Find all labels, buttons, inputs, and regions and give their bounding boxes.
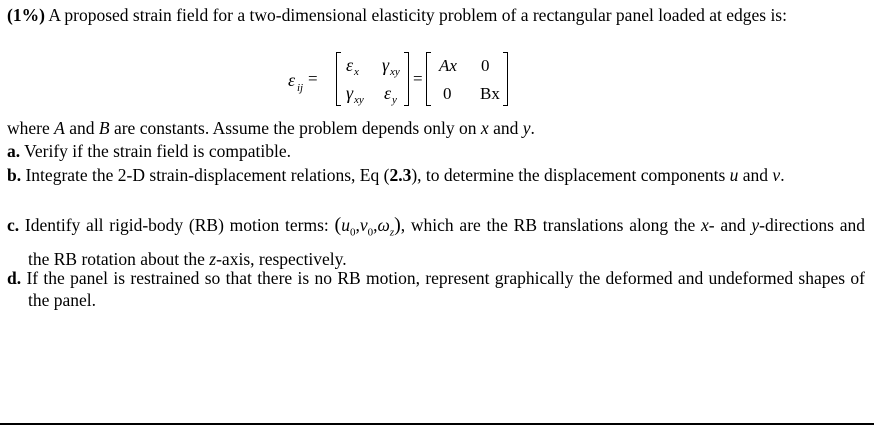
part-c-text-3: - and [708, 215, 752, 235]
constants-text-1: where [7, 118, 55, 138]
displacement-u: u [729, 165, 739, 185]
rb-term-u0-sub: 0 [349, 226, 356, 239]
part-d-text: If the panel is restrained so that there is no RB motion, represent graphically the deformed and undeformed shapes of the panel. [21, 268, 865, 310]
part-b-label: b. [7, 165, 22, 185]
equation-reference: 2.3 [389, 165, 412, 185]
part-c [7, 212, 865, 272]
rb-terms-close-paren: ) [394, 214, 401, 236]
rb-term-v0: v [359, 215, 368, 235]
rb-term-omega: ω [377, 215, 390, 235]
variable-y: y [522, 118, 531, 138]
matrix2-r2c2: Bx [480, 84, 500, 103]
part-c-text-4: -directions and the RB rotation about the [28, 215, 865, 269]
constant-b: B [98, 118, 110, 138]
matrix1-r1c2-sub: xy [390, 66, 400, 78]
matrix2-r1c2: 0 [481, 56, 490, 75]
problem-intro [7, 4, 865, 26]
part-a-label: a. [7, 141, 21, 161]
matrix1-r2c1-sub: xy [354, 94, 364, 106]
matrix1-r1c1: ε [346, 55, 354, 75]
constants-sentence [7, 117, 865, 139]
matrix1-right-bracket [404, 52, 409, 106]
matrix1-left-bracket [336, 52, 341, 106]
axis-z: z [209, 248, 217, 269]
rb-term-omega-sub: z [389, 226, 395, 239]
part-b [7, 164, 865, 186]
matrix2-r2c1: 0 [443, 84, 452, 103]
part-b-text-3: and [738, 165, 773, 185]
equals-sign-1: = [308, 69, 318, 88]
part-c-label: c. [7, 215, 20, 235]
part-d-label: d. [7, 268, 22, 288]
rb-term-v0-sub: 0 [367, 226, 374, 239]
strain-tensor-subscript: ij [297, 82, 304, 94]
part-c-text-2: , which are the RB translations along the [400, 215, 701, 235]
variable-x: x [480, 118, 489, 138]
rb-terms-open-paren: ( [334, 214, 342, 236]
rb-terms-comma-1: , [355, 215, 360, 235]
matrix1-r1c1-sub: x [354, 66, 359, 78]
matrix1-r1c2: γ [382, 55, 390, 75]
displacement-v: v [772, 165, 781, 185]
matrix1-r2c2: ε [384, 83, 392, 103]
part-b-text-2: ), to determine the displacement components [411, 165, 730, 185]
matrix2-r1c1: Ax [439, 56, 457, 75]
constants-text-2: and [64, 118, 99, 138]
matrix1-r2c2-sub: y [392, 94, 397, 106]
part-b-text-4: . [780, 165, 785, 185]
constants-text-4: and [488, 118, 523, 138]
constant-a: A [54, 118, 65, 138]
strain-tensor-symbol: ε [288, 70, 296, 90]
problem-intro-text: A proposed strain field for a two-dimensional elasticity problem of a rectangular panel loaded at edges is: [44, 5, 787, 25]
rb-term-u0: u [341, 215, 350, 235]
part-d [7, 267, 865, 311]
bottom-divider [0, 423, 874, 425]
part-c-text-1: Identify all rigid-body (RB) motion terms: [19, 215, 335, 235]
problem-weight: (1%) [7, 5, 45, 25]
matrix2-right-bracket [503, 52, 508, 106]
equals-sign-2: = [413, 69, 423, 88]
part-a-text: Verify if the strain field is compatible. [20, 141, 291, 161]
part-c-text-5: -axis, respectively. [216, 248, 347, 269]
part-a [7, 140, 865, 162]
rb-terms-comma-2: , [373, 215, 378, 235]
axis-y: y [751, 215, 760, 235]
axis-x: x [700, 215, 709, 235]
matrix2-left-bracket [426, 52, 431, 106]
part-b-text-1: Integrate the 2-D strain-displacement relations, Eq ( [21, 165, 390, 185]
constants-text-3: are constants. Assume the problem depends only on [109, 118, 481, 138]
strain-matrix-equation [288, 50, 588, 110]
matrix1-r2c1: γ [346, 83, 354, 103]
constants-text-5: . [530, 118, 535, 138]
